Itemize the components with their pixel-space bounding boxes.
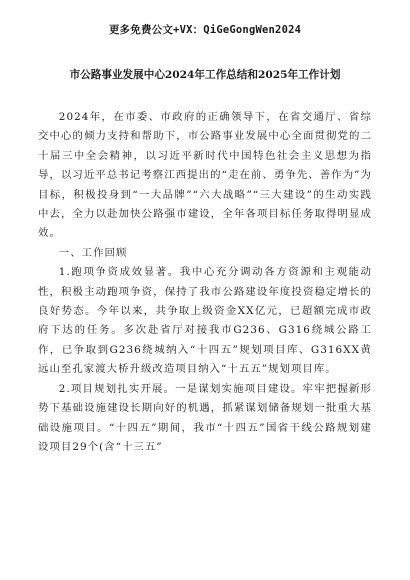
section-heading-review: 一、工作回顾 — [58, 246, 128, 259]
document-title: 市公路事业发展中心2024年工作总结和2025年工作计划 — [69, 69, 341, 81]
item-paragraph-2: 2.项目规划扎实开展。一是谋划实施项目建设。牢牢把握新形势下基础设施建设长期向好的机遇，抓紧谋划储备规划一批重大基础设施项目。“十四五”期间，我市“十四五”国省干线公路规划建设项目29个(含“十三五” — [38, 382, 372, 453]
promo-banner: 更多免费公文+VX：QiGeGongWen2024 — [108, 24, 302, 36]
item-paragraph-1: 1.跑项争资成效显著。我中心充分调动各方资源和主观能动性，积极主动跑项争资，保持了我市公路建设年度投资稳定增长的良好势态。今年以来，共争取上级资金XX亿元，已超额完成市政府下达的任务。多次赴省厅对接我市G236、G316绕城公路工作，已争取到G236绕城纳入“十四五”规划项目库、G316XX黄远山至孔家渡大桥升级改造项目纳入“十五五”规划项目库。 — [38, 266, 372, 376]
intro-paragraph: 2024年，在市委、市政府的正确领导下，在省交通厅、省综交中心的倾力支持和帮助下，市公路事业发展中心全面贯彻党的二十届三中全会精神，以习近平新时代中国特色社会主义思想为指导，以习近平总书记考察江西提出的“走在前、勇争先、善作为”为目标，积极投身到“一大品牌”“六大战略”“三大建设”的生动实践中去，全力以赴加快公路强市建设，全年各项目标任务取得明显成效。 — [38, 111, 372, 240]
